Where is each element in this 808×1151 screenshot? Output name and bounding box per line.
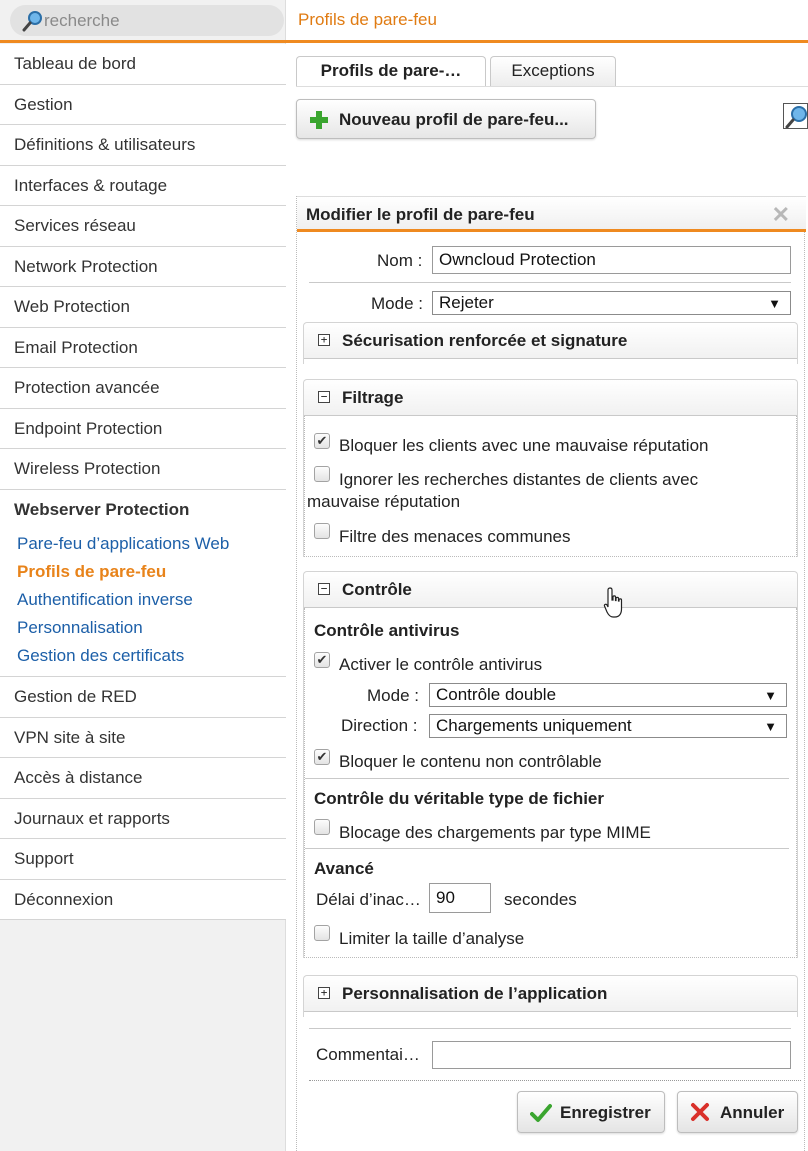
webserver-submenu bbox=[0, 530, 286, 677]
name-label: Nom : bbox=[377, 251, 423, 270]
dropdown-arrow-icon: ▼ bbox=[764, 688, 777, 703]
comment-field[interactable] bbox=[432, 1041, 791, 1069]
separator bbox=[309, 282, 791, 283]
separator bbox=[305, 778, 789, 779]
av-direction-value: Chargements uniquement bbox=[436, 716, 632, 735]
nav-item-email-protection[interactable]: Email Protection bbox=[0, 328, 286, 369]
antivirus-enable-label: Activer le contrôle antivirus bbox=[339, 655, 543, 674]
av-mode-value: Contrôle double bbox=[436, 685, 557, 704]
nav-item-remote-access[interactable]: Accès à distance bbox=[0, 758, 286, 799]
skip-remote-lookups-label-1: Ignorer les recherches distantes de clients avec bbox=[339, 470, 699, 489]
subnav-firewall-profiles[interactable]: Profils de pare-feu bbox=[17, 562, 167, 581]
checkmark-icon bbox=[530, 1102, 552, 1129]
page-title: Profils de pare-feu bbox=[298, 10, 437, 29]
panel-control-body bbox=[304, 608, 797, 958]
panel-app-customization-title: Personnalisation de l’application bbox=[342, 984, 608, 1003]
subnav-reverse-auth[interactable]: Authentification inverse bbox=[17, 590, 193, 609]
subnav-waf[interactable]: Pare-feu d’applications Web bbox=[17, 534, 230, 553]
tab-firewall-profiles[interactable]: Profils de pare-… bbox=[296, 56, 486, 87]
panel-control bbox=[303, 571, 798, 958]
panel-filtering bbox=[303, 379, 798, 557]
av-direction-select[interactable] bbox=[429, 714, 787, 738]
search-input[interactable] bbox=[44, 8, 274, 33]
limit-scan-label: Limiter la taille d’analyse bbox=[339, 929, 525, 948]
subnav-customization[interactable]: Personnalisation bbox=[17, 618, 143, 637]
nav-item-webserver-protection[interactable]: Webserver Protection bbox=[0, 490, 286, 531]
antivirus-section-title: Contrôle antivirus bbox=[314, 621, 460, 640]
nav-item-site-to-site-vpn[interactable]: VPN site à site bbox=[0, 718, 286, 759]
filetype-section-title: Contrôle du véritable type de fichier bbox=[314, 789, 605, 808]
nav-item-dashboard[interactable]: Tableau de bord bbox=[0, 44, 286, 85]
panel-control-title: Contrôle bbox=[342, 580, 412, 599]
av-mode-select[interactable] bbox=[429, 683, 787, 707]
skip-remote-lookups-checkbox[interactable] bbox=[314, 466, 330, 482]
panel-filtering-header[interactable] bbox=[304, 380, 797, 416]
new-profile-label: Nouveau profil de pare-feu... bbox=[339, 110, 569, 129]
panel-hardening bbox=[303, 322, 798, 364]
block-unscannable-checkbox[interactable]: ✔ bbox=[314, 749, 330, 765]
nav-item-interfaces-routing[interactable]: Interfaces & routage bbox=[0, 166, 286, 207]
mime-block-checkbox[interactable] bbox=[314, 819, 330, 835]
tab-exceptions[interactable]: Exceptions bbox=[490, 56, 616, 87]
panel-app-customization bbox=[303, 975, 798, 1017]
nav-item-logout[interactable]: Déconnexion bbox=[0, 880, 286, 921]
minus-box-icon[interactable]: − bbox=[318, 583, 330, 595]
separator bbox=[305, 848, 789, 849]
nav-item-endpoint-protection[interactable]: Endpoint Protection bbox=[0, 409, 286, 450]
nav-item-support[interactable]: Support bbox=[0, 839, 286, 880]
nav-item-red-management[interactable]: Gestion de RED bbox=[0, 677, 286, 718]
skip-remote-lookups-label-2: mauvaise réputation bbox=[307, 492, 461, 511]
timeout-label: Délai d’inac… bbox=[316, 890, 421, 909]
subnav-certificate-management[interactable]: Gestion des certificats bbox=[17, 646, 185, 665]
nav-item-network-protection[interactable]: Network Protection bbox=[0, 247, 286, 288]
limit-scan-checkbox[interactable] bbox=[314, 925, 330, 941]
bad-reputation-checkbox[interactable]: ✔ bbox=[314, 433, 330, 449]
minus-box-icon[interactable]: − bbox=[318, 391, 330, 403]
hand-cursor-icon bbox=[603, 586, 627, 625]
dropdown-arrow-icon: ▼ bbox=[764, 719, 777, 734]
mode-label: Mode : bbox=[371, 294, 423, 313]
timeout-field[interactable] bbox=[429, 883, 491, 913]
close-icon[interactable]: ✕ bbox=[771, 202, 790, 227]
separator bbox=[309, 1028, 791, 1029]
save-label: Enregistrer bbox=[560, 1103, 651, 1122]
mime-block-label: Blocage des chargements par type MIME bbox=[339, 823, 651, 842]
nav-item-logs-reports[interactable]: Journaux et rapports bbox=[0, 799, 286, 840]
timeout-unit: secondes bbox=[504, 890, 577, 909]
panel-hardening-title: Sécurisation renforcée et signature bbox=[342, 331, 628, 350]
block-unscannable-label: Bloquer le contenu non contrôlable bbox=[339, 752, 602, 771]
plus-box-icon[interactable]: + bbox=[318, 334, 330, 346]
search-icon[interactable] bbox=[783, 103, 808, 129]
name-field[interactable] bbox=[432, 246, 791, 274]
main-nav bbox=[0, 44, 286, 920]
header-accent-line bbox=[286, 40, 808, 43]
nav-item-web-protection[interactable]: Web Protection bbox=[0, 287, 286, 328]
nav-item-network-services[interactable]: Services réseau bbox=[0, 206, 286, 247]
dialog-header bbox=[297, 196, 806, 232]
nav-item-definitions-users[interactable]: Définitions & utilisateurs bbox=[0, 125, 286, 166]
cancel-button[interactable] bbox=[677, 1091, 798, 1133]
panel-filtering-title: Filtrage bbox=[342, 388, 404, 407]
advanced-section-title: Avancé bbox=[314, 859, 374, 878]
panel-app-customization-header[interactable] bbox=[304, 976, 797, 1012]
search-box[interactable] bbox=[10, 5, 284, 36]
x-icon bbox=[690, 1102, 710, 1127]
plus-box-icon[interactable]: + bbox=[318, 987, 330, 999]
plus-icon bbox=[309, 110, 329, 135]
edit-profile-dialog bbox=[296, 196, 805, 1151]
tab-baseline bbox=[296, 86, 808, 87]
antivirus-enable-checkbox[interactable]: ✔ bbox=[314, 652, 330, 668]
nav-item-wireless-protection[interactable]: Wireless Protection bbox=[0, 449, 286, 490]
sidebar bbox=[0, 0, 286, 1151]
bad-reputation-label: Bloquer les clients avec une mauvaise réputation bbox=[339, 436, 709, 455]
common-threats-label: Filtre des menaces communes bbox=[339, 527, 571, 546]
mode-value: Rejeter bbox=[439, 293, 494, 312]
panel-filtering-body bbox=[304, 416, 797, 557]
dialog-title: Modifier le profil de pare-feu bbox=[306, 205, 535, 224]
comment-label: Commentai… bbox=[316, 1045, 420, 1064]
magnifier-icon bbox=[22, 10, 44, 37]
cancel-label: Annuler bbox=[720, 1103, 785, 1122]
panel-control-header[interactable] bbox=[304, 572, 797, 608]
nav-item-management[interactable]: Gestion bbox=[0, 85, 286, 126]
av-mode-label: Mode : bbox=[367, 686, 419, 705]
av-direction-label: Direction : bbox=[341, 716, 418, 735]
save-button[interactable] bbox=[517, 1091, 665, 1133]
sidebar-accent-line bbox=[0, 40, 286, 43]
common-threats-checkbox[interactable] bbox=[314, 523, 330, 539]
panel-hardening-header[interactable] bbox=[304, 323, 797, 359]
dropdown-arrow-icon: ▼ bbox=[768, 296, 781, 311]
nav-item-advanced-protection[interactable]: Protection avancée bbox=[0, 368, 286, 409]
dotted-separator bbox=[309, 1080, 801, 1081]
mode-select[interactable] bbox=[432, 291, 791, 315]
new-profile-button[interactable] bbox=[296, 99, 596, 139]
